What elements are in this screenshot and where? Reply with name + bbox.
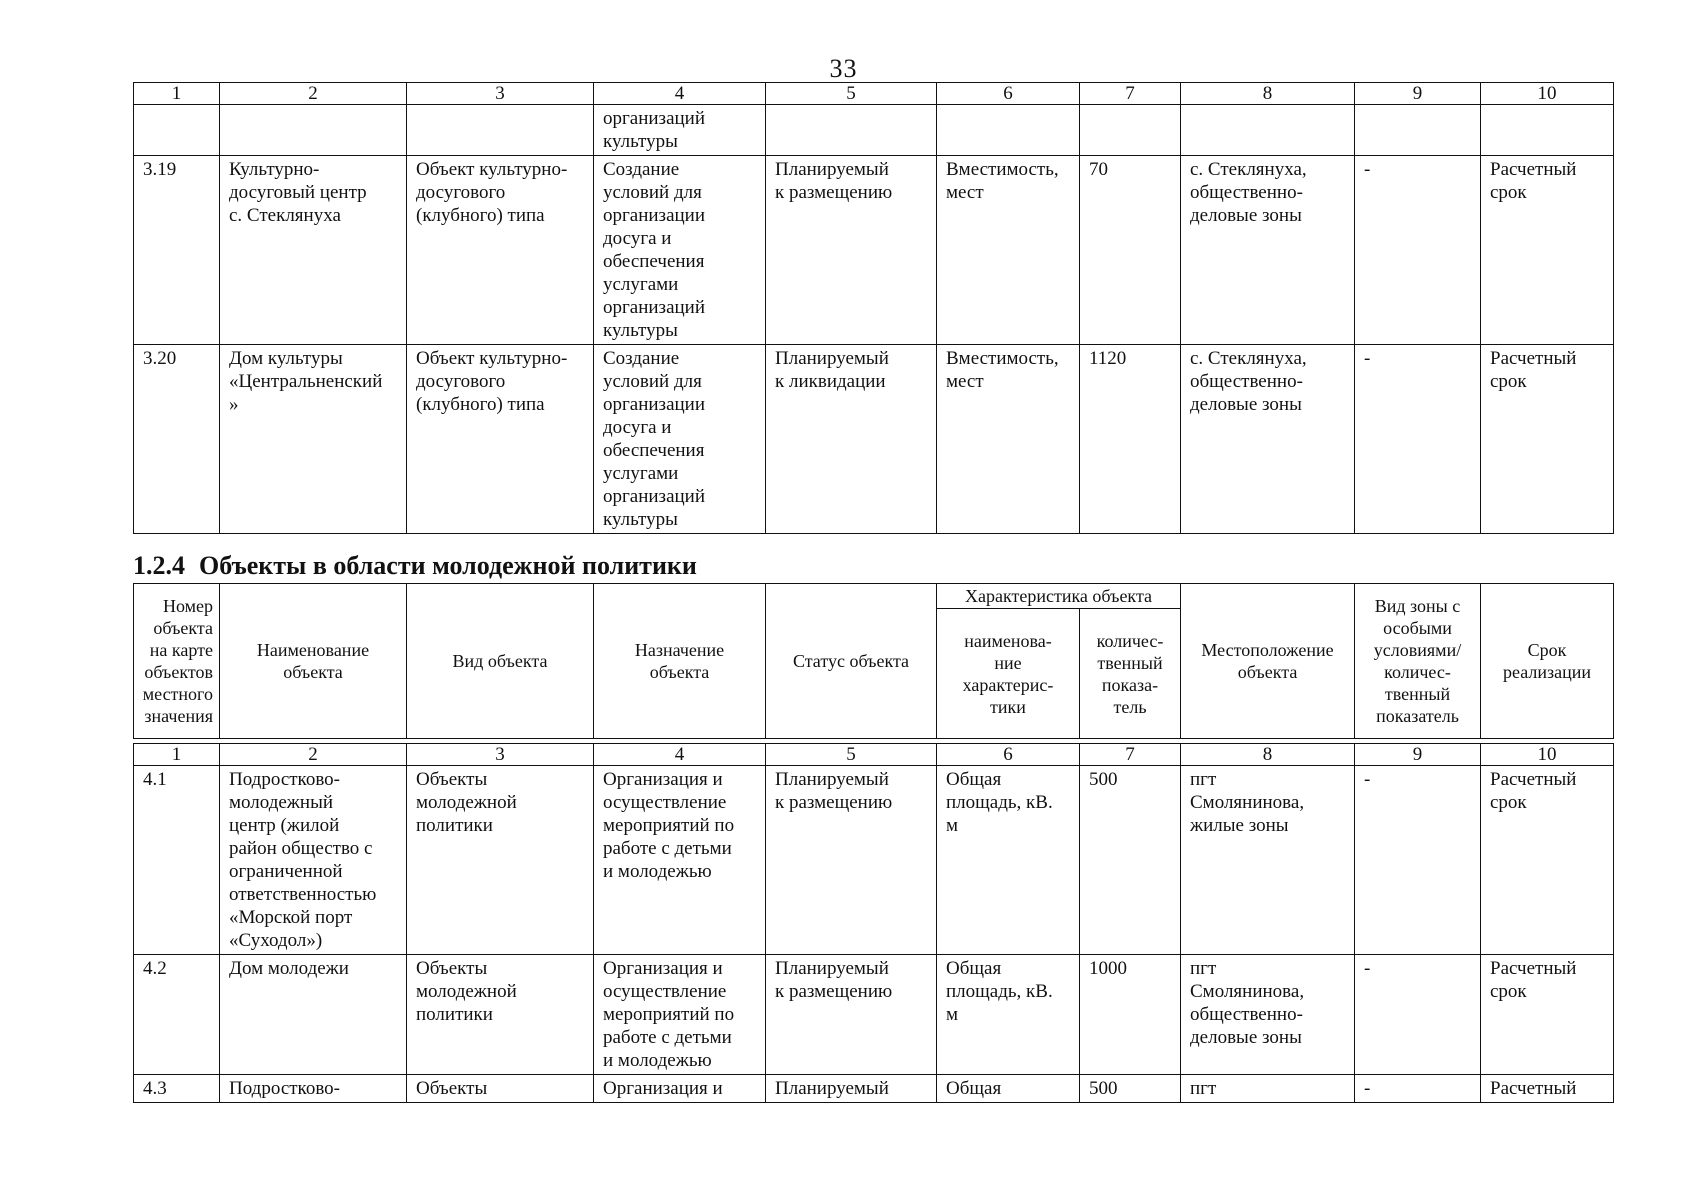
cell-location xyxy=(1181,105,1355,156)
header-object-purpose: Назначение объекта xyxy=(594,584,766,739)
cell-type: Объекты молодежной политики xyxy=(407,766,594,955)
culture-objects-table xyxy=(133,82,1614,534)
cell-name: Дом молодежи xyxy=(220,955,407,1075)
youth-table-header xyxy=(133,583,1614,739)
col-num-8: 8 xyxy=(1181,744,1355,766)
col-num-3: 3 xyxy=(407,744,594,766)
cell-purpose: Организация и осуществление мероприятий по работе с детьми и молодежью xyxy=(594,955,766,1075)
col-num-3: 3 xyxy=(407,83,594,105)
cell-zone: - xyxy=(1355,156,1481,345)
column-number-row xyxy=(134,744,1614,766)
cell-type: Объекты xyxy=(407,1075,594,1103)
cell-status: Планируемый к размещению xyxy=(766,955,937,1075)
table-row xyxy=(134,156,1614,345)
cell-quantity: 500 xyxy=(1080,1075,1181,1103)
cell-characteristic: Вместимость, мест xyxy=(937,156,1080,345)
cell-quantity: 500 xyxy=(1080,766,1181,955)
cell-characteristic: Общая площадь, кВ. м xyxy=(937,955,1080,1075)
cell-purpose: Создание условий для организации досуга и обеспечения услугами организаций культуры xyxy=(594,156,766,345)
cell-location: пгт Смолянинова, жилые зоны xyxy=(1181,766,1355,955)
cell-name: Подростково- молодежный центр (жилой район общество с ограниченной ответственностью «Морской порт «Суходол») xyxy=(220,766,407,955)
cell-number: 4.3 xyxy=(134,1075,220,1103)
cell-status: Планируемый к ликвидации xyxy=(766,345,937,534)
cell-purpose: Создание условий для организации досуга и обеспечения услугами организаций культуры xyxy=(594,345,766,534)
header-characteristic-name: наименова- ние характерис- тики xyxy=(937,609,1080,739)
col-num-7: 7 xyxy=(1080,744,1181,766)
cell-name: Культурно- досуговый центр с. Стеклянуха xyxy=(220,156,407,345)
cell-zone xyxy=(1355,105,1481,156)
section-heading xyxy=(133,551,697,581)
cell-purpose: организаций культуры xyxy=(594,105,766,156)
col-num-7: 7 xyxy=(1080,83,1181,105)
col-num-10: 10 xyxy=(1481,744,1614,766)
cell-location: с. Стеклянуха, общественно- деловые зоны xyxy=(1181,345,1355,534)
table-row xyxy=(134,766,1614,955)
header-realization-term: Срок реализации xyxy=(1481,584,1614,739)
cell-number xyxy=(134,105,220,156)
cell-status: Планируемый к размещению xyxy=(766,766,937,955)
youth-objects-table xyxy=(133,743,1614,1103)
table-row xyxy=(134,1075,1614,1103)
cell-number: 4.2 xyxy=(134,955,220,1075)
cell-zone: - xyxy=(1355,1075,1481,1103)
cell-quantity: 1120 xyxy=(1080,345,1181,534)
cell-number: 3.19 xyxy=(134,156,220,345)
cell-term xyxy=(1481,105,1614,156)
section-number: 1.2.4 xyxy=(133,551,185,580)
cell-term: Расчетный срок xyxy=(1481,156,1614,345)
cell-term: Расчетный срок xyxy=(1481,345,1614,534)
col-num-9: 9 xyxy=(1355,83,1481,105)
header-object-location: Местоположение объекта xyxy=(1181,584,1355,739)
col-num-6: 6 xyxy=(937,744,1080,766)
col-num-4: 4 xyxy=(594,83,766,105)
cell-location: пгт xyxy=(1181,1075,1355,1103)
table-row xyxy=(134,345,1614,534)
table-row xyxy=(134,955,1614,1075)
cell-purpose: Организация и xyxy=(594,1075,766,1103)
cell-quantity xyxy=(1080,105,1181,156)
cell-status: Планируемый к размещению xyxy=(766,156,937,345)
cell-name xyxy=(220,105,407,156)
header-object-name: Наименование объекта xyxy=(220,584,407,739)
col-num-5: 5 xyxy=(766,83,937,105)
cell-characteristic xyxy=(937,105,1080,156)
cell-status xyxy=(766,105,937,156)
cell-quantity: 1000 xyxy=(1080,955,1181,1075)
cell-purpose: Организация и осуществление мероприятий по работе с детьми и молодежью xyxy=(594,766,766,955)
cell-zone: - xyxy=(1355,345,1481,534)
col-num-2: 2 xyxy=(220,83,407,105)
cell-zone: - xyxy=(1355,766,1481,955)
header-special-zone: Вид зоны с особыми условиями/ количес- твенный показатель xyxy=(1355,584,1481,739)
cell-zone: - xyxy=(1355,955,1481,1075)
cell-location: пгт Смолянинова, общественно- деловые зоны xyxy=(1181,955,1355,1075)
section-title-text: Объекты в области молодежной политики xyxy=(199,551,697,580)
cell-quantity: 70 xyxy=(1080,156,1181,345)
page-number: 33 xyxy=(829,54,858,83)
header-object-number: Номер объекта на карте объектов местного значения xyxy=(134,584,220,739)
col-num-1: 1 xyxy=(134,744,220,766)
col-num-5: 5 xyxy=(766,744,937,766)
col-num-6: 6 xyxy=(937,83,1080,105)
header-characteristic-group: Характеристика объекта xyxy=(937,584,1181,609)
cell-term: Расчетный срок xyxy=(1481,766,1614,955)
cell-type xyxy=(407,105,594,156)
header-object-status: Статус объекта xyxy=(766,584,937,739)
col-num-1: 1 xyxy=(134,83,220,105)
table-row xyxy=(134,105,1614,156)
cell-term: Расчетный xyxy=(1481,1075,1614,1103)
cell-number: 4.1 xyxy=(134,766,220,955)
col-num-8: 8 xyxy=(1181,83,1355,105)
cell-name: Дом культуры «Центральненский » xyxy=(220,345,407,534)
cell-type: Объект культурно- досугового (клубного) типа xyxy=(407,156,594,345)
cell-location: с. Стеклянуха, общественно- деловые зоны xyxy=(1181,156,1355,345)
col-num-9: 9 xyxy=(1355,744,1481,766)
cell-characteristic: Вместимость, мест xyxy=(937,345,1080,534)
col-num-4: 4 xyxy=(594,744,766,766)
col-num-10: 10 xyxy=(1481,83,1614,105)
col-num-2: 2 xyxy=(220,744,407,766)
cell-characteristic: Общая xyxy=(937,1075,1080,1103)
cell-type: Объект культурно- досугового (клубного) типа xyxy=(407,345,594,534)
cell-status: Планируемый xyxy=(766,1075,937,1103)
cell-characteristic: Общая площадь, кВ. м xyxy=(937,766,1080,955)
cell-number: 3.20 xyxy=(134,345,220,534)
cell-type: Объекты молодежной политики xyxy=(407,955,594,1075)
header-object-type: Вид объекта xyxy=(407,584,594,739)
column-number-row xyxy=(134,83,1614,105)
cell-name: Подростково- xyxy=(220,1075,407,1103)
header-quantity: количес- твенный показа- тель xyxy=(1080,609,1181,739)
cell-term: Расчетный срок xyxy=(1481,955,1614,1075)
